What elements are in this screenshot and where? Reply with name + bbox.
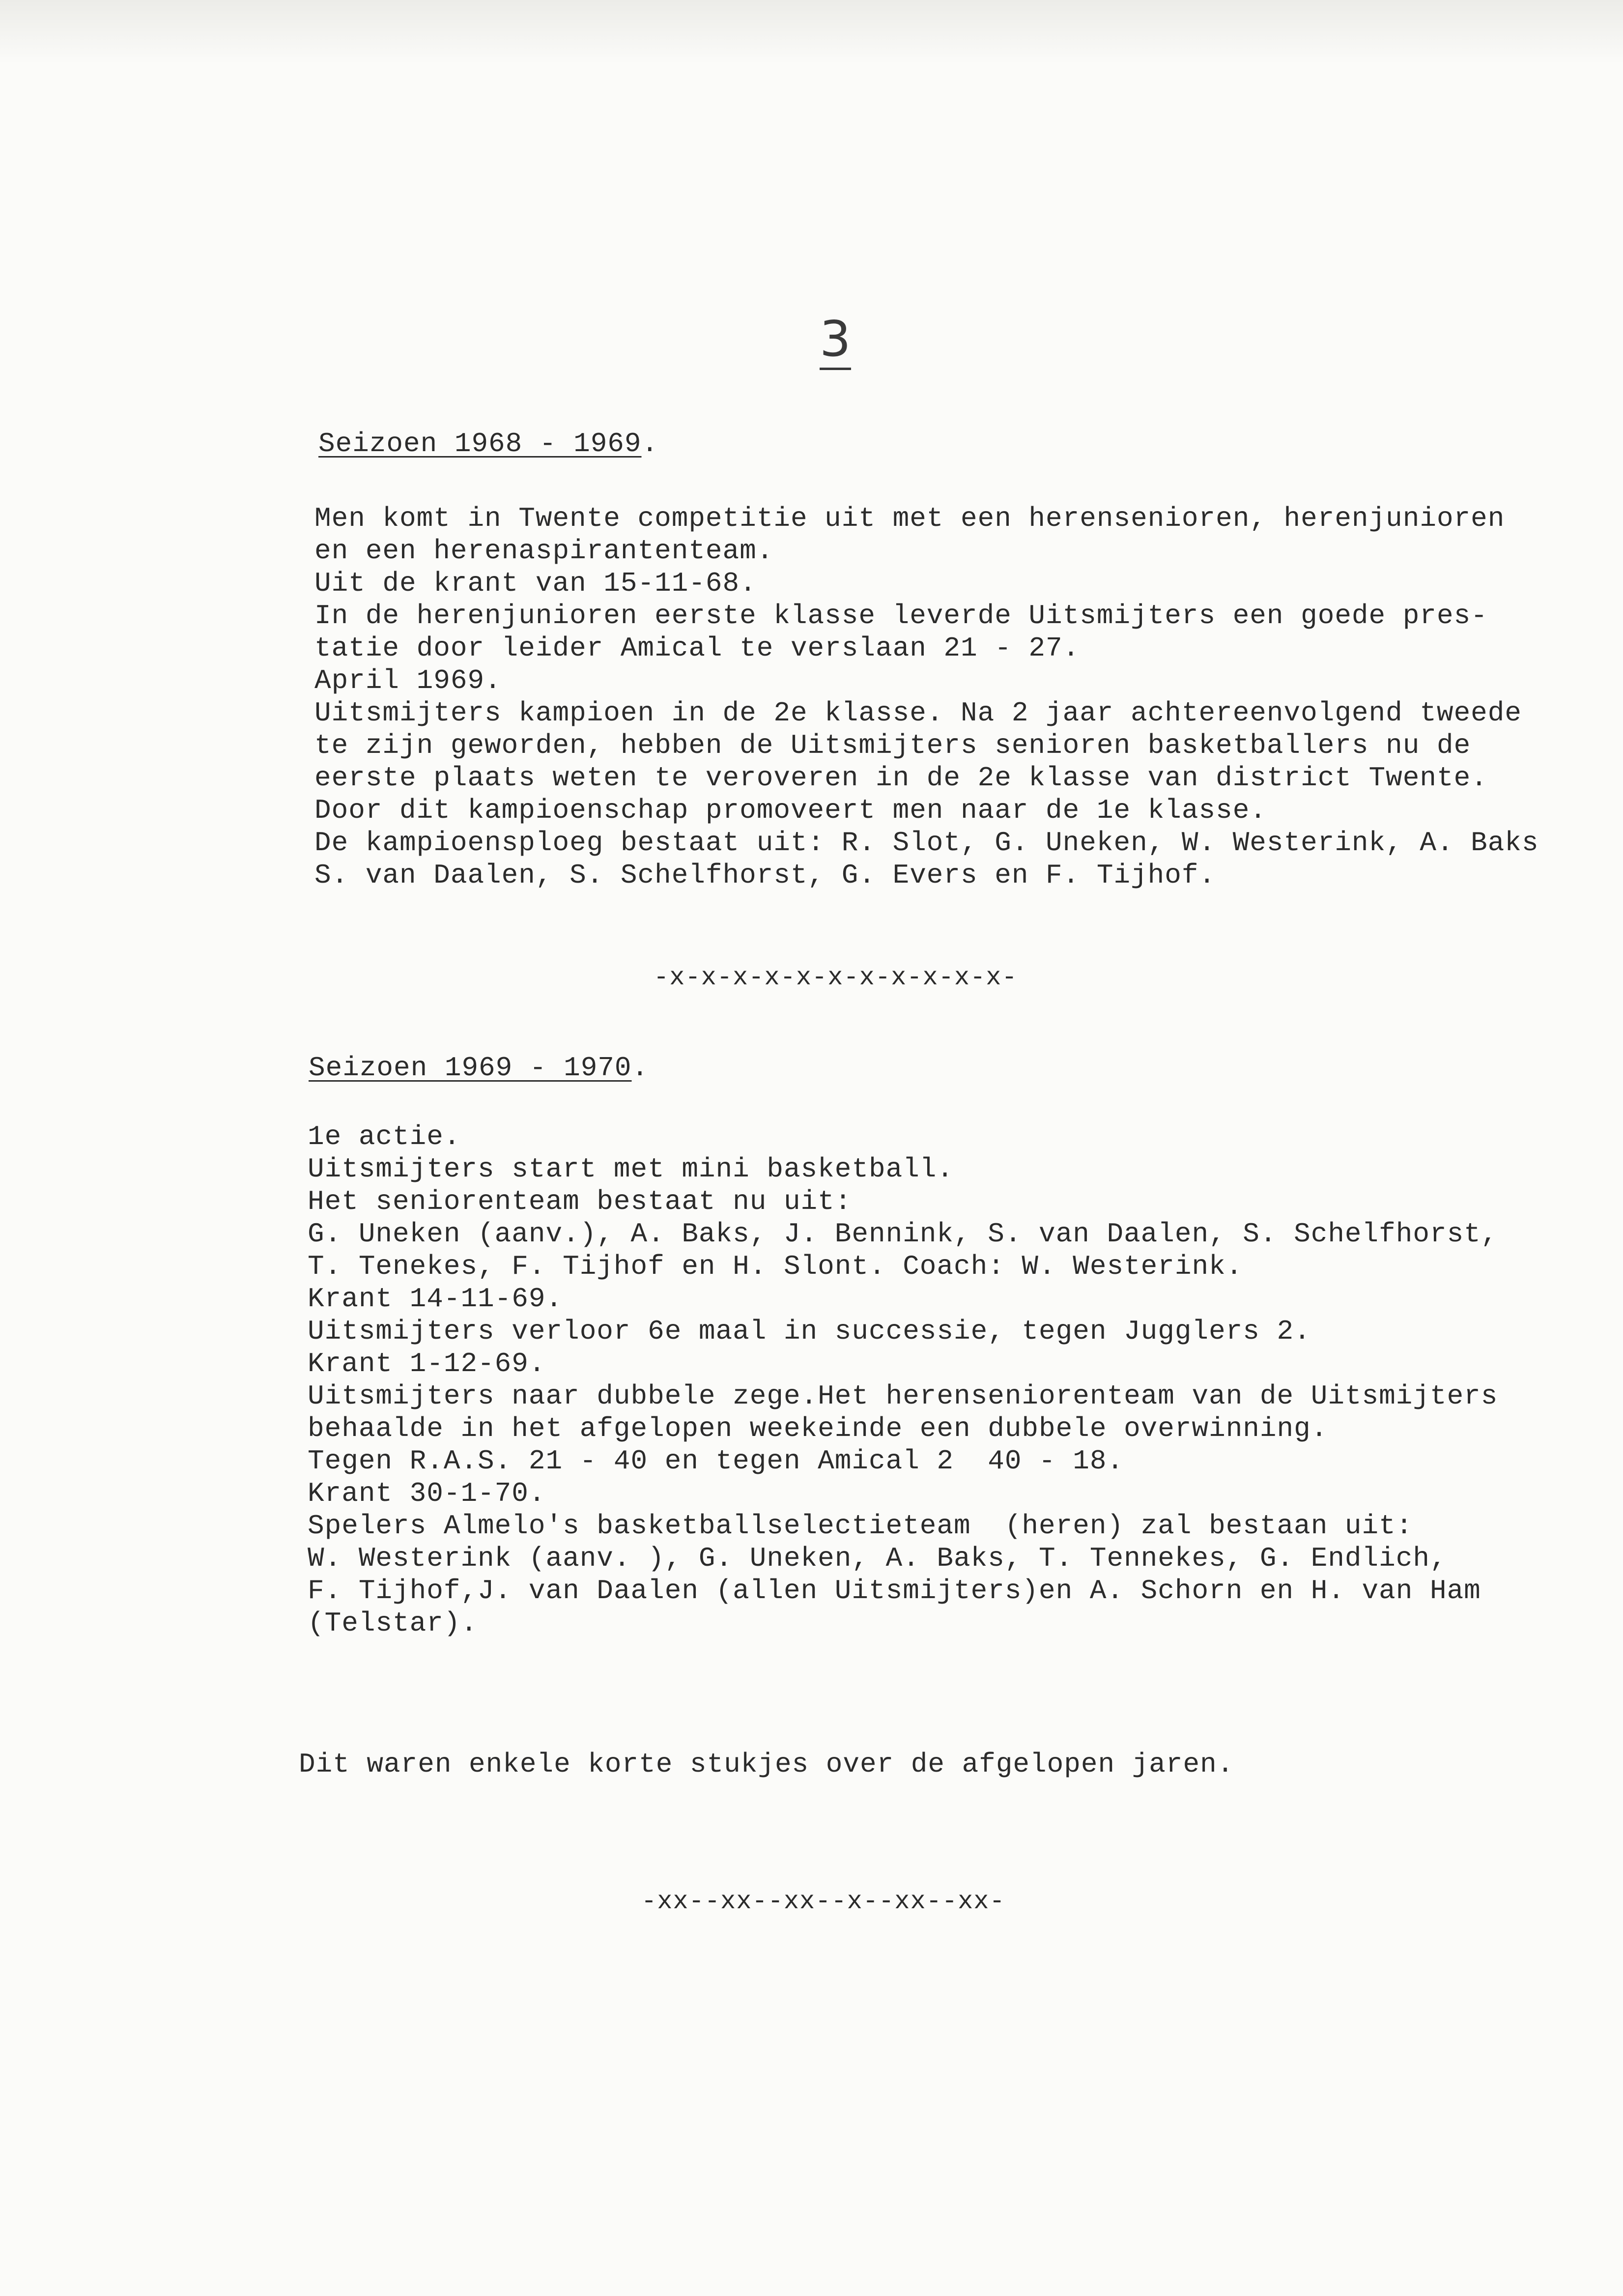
text-line: Tegen R.A.S. 21 - 40 en tegen Amical 2 40 - 18. (308, 1445, 1124, 1477)
text-line: Krant 30-1-70. (308, 1478, 546, 1509)
scan-edge (0, 0, 1623, 64)
section-heading-suffix: . (641, 428, 659, 459)
text-line: April 1969. (314, 665, 502, 696)
text-line: De kampioensploeg bestaat uit: R. Slot, G. Uneken, W. Westerink, A. Baks (314, 827, 1539, 859)
text-line: Uitsmijters naar dubbele zege.Het herenseniorenteam van de Uitsmijters (308, 1380, 1498, 1412)
text-line: Het seniorenteam bestaat nu uit: (308, 1186, 852, 1217)
section-heading-suffix: . (631, 1052, 649, 1084)
text-line: F. Tijhof,J. van Daalen (allen Uitsmijters)en A. Schorn en H. van Ham (308, 1575, 1481, 1607)
page-number: 3 (820, 315, 851, 370)
text-line: In de herenjunioren eerste klasse leverde Uitsmijters een goede pres- (314, 600, 1488, 631)
text-line: Men komt in Twente competitie uit met een herensenioren, herenjunioren (314, 503, 1505, 534)
text-line: T. Tenekes, F. Tijhof en H. Slont. Coach: W. Westerink. (308, 1251, 1243, 1282)
text-line: Krant 1-12-69. (308, 1348, 546, 1379)
section-body-1968-1969 (314, 502, 1539, 891)
separator-line-end: -xx--xx--xx--x--xx--xx- (641, 1887, 1005, 1916)
text-line: Uit de krant van 15-11-68. (314, 568, 757, 599)
text-line: Uitsmijters verloor 6e maal in successie, tegen Jugglers 2. (308, 1316, 1311, 1347)
text-line: G. Uneken (aanv.), A. Baks, J. Bennink, S. van Daalen, S. Schelfhorst, (308, 1218, 1498, 1250)
text-line: Door dit kampioenschap promoveert men naar de 1e klasse. (314, 795, 1267, 826)
text-line: (Telstar). (308, 1607, 478, 1639)
text-line: Krant 14-11-69. (308, 1283, 563, 1315)
section-heading-text: Seizoen 1968 - 1969 (318, 428, 642, 459)
text-line: eerste plaats weten te veroveren in de 2e klasse van district Twente. (314, 762, 1488, 794)
separator-line: -x-x-x-x-x-x-x-x-x-x-x- (654, 963, 1018, 992)
section-heading-text: Seizoen 1969 - 1970 (309, 1052, 632, 1084)
section-body-1969-1970 (308, 1120, 1498, 1639)
text-line: Uitsmijters start met mini basketball. (308, 1153, 954, 1185)
text-line: 1e actie. (308, 1121, 461, 1152)
text-line: S. van Daalen, S. Schelfhorst, G. Evers en F. Tijhof. (314, 860, 1216, 891)
text-line: en een herenaspirantenteam. (314, 535, 774, 567)
closing-sentence: Dit waren enkele korte stukjes over de afgelopen jaren. (299, 1749, 1234, 1780)
text-line: W. Westerink (aanv. ), G. Uneken, A. Baks, T. Tennekes, G. Endlich, (308, 1543, 1447, 1574)
text-line: Uitsmijters kampioen in de 2e klasse. Na 2 jaar achtereenvolgend tweede (314, 697, 1522, 729)
section-heading-1968-1969 (318, 428, 658, 460)
text-line: behaalde in het afgelopen weekeinde een dubbele overwinning. (308, 1413, 1328, 1444)
text-line: tatie door leider Amical te verslaan 21 - 27. (314, 632, 1080, 664)
section-heading-1969-1970 (309, 1052, 649, 1084)
text-line: te zijn geworden, hebben de Uitsmijters senioren basketballers nu de (314, 730, 1471, 761)
text-line: Spelers Almelo's basketballselectieteam (heren) zal bestaan uit: (308, 1510, 1413, 1542)
